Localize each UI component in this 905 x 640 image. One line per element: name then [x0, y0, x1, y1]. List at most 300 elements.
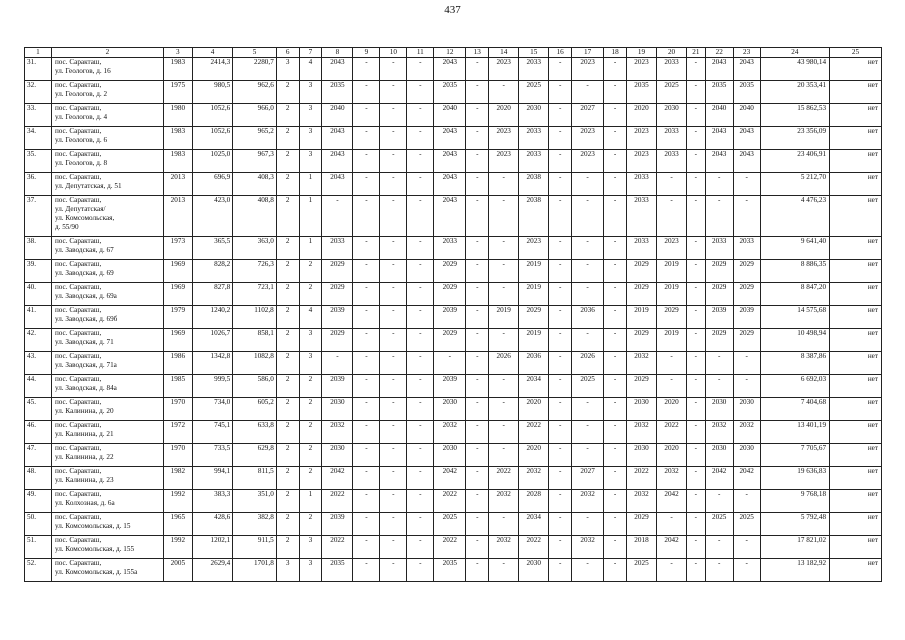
table-cell: 2029: [733, 283, 760, 306]
table-cell: 2023: [626, 58, 656, 81]
table-cell: 2018: [626, 536, 656, 559]
address-cell: пос. Саракташ, ул. Заводская, д. 67: [51, 237, 163, 260]
table-cell: 2043: [322, 127, 353, 150]
table-cell: 5 212,70: [760, 173, 829, 196]
table-cell: 2022: [519, 421, 549, 444]
table-cell: 2022: [434, 536, 466, 559]
table-cell: -: [466, 536, 489, 559]
table-cell: -: [353, 536, 380, 559]
table-cell: 2043: [733, 150, 760, 173]
table-cell: -: [657, 375, 687, 398]
table-cell: нет: [830, 513, 882, 536]
table-cell: 3: [299, 329, 322, 352]
table-cell: 2040: [705, 104, 733, 127]
table-cell: -: [687, 536, 706, 559]
table-row: [25, 150, 882, 173]
table-cell: 2033: [705, 237, 733, 260]
table-cell: 2039: [322, 306, 353, 329]
table-cell: 2033: [626, 196, 656, 237]
table-cell: 2: [276, 237, 299, 260]
table-cell: 2043: [434, 196, 466, 237]
table-cell: -: [407, 237, 434, 260]
table-cell: -: [604, 260, 627, 283]
table-cell: 1975: [163, 81, 192, 104]
address-cell: пос. Саракташ, ул. Колхозная, д. 6а: [51, 490, 163, 513]
table-cell: 2029: [705, 329, 733, 352]
table-cell: -: [353, 237, 380, 260]
table-cell: 2020: [519, 398, 549, 421]
table-cell: 2: [276, 283, 299, 306]
table-cell: -: [733, 536, 760, 559]
table-cell: -: [353, 513, 380, 536]
table-cell: -: [549, 444, 572, 467]
table-cell: -: [604, 467, 627, 490]
table-cell: 2025: [733, 513, 760, 536]
column-header-22: 22: [705, 48, 733, 58]
table-cell: 2: [276, 421, 299, 444]
table-cell: 967,3: [233, 150, 277, 173]
table-cell: -: [604, 375, 627, 398]
table-cell: 3: [299, 81, 322, 104]
table-cell: 2022: [657, 421, 687, 444]
column-header-2: 2: [51, 48, 163, 58]
table-cell: 827,8: [192, 283, 232, 306]
table-cell: 2023: [489, 58, 519, 81]
table-cell: -: [407, 490, 434, 513]
table-cell: -: [407, 444, 434, 467]
table-cell: 19 636,83: [760, 467, 829, 490]
table-row: [25, 375, 882, 398]
table-cell: -: [380, 173, 407, 196]
table-cell: нет: [830, 467, 882, 490]
table-cell: -: [489, 375, 519, 398]
table-cell: 428,6: [192, 513, 232, 536]
table-cell: 2023: [572, 150, 604, 173]
row-index-cell: 39.: [25, 260, 52, 283]
table-cell: 1992: [163, 536, 192, 559]
table-cell: 2025: [572, 375, 604, 398]
table-cell: 2043: [733, 58, 760, 81]
table-cell: нет: [830, 559, 882, 582]
table-cell: 2: [276, 536, 299, 559]
table-cell: 2033: [657, 58, 687, 81]
table-cell: 2020: [519, 444, 549, 467]
table-cell: 2029: [626, 260, 656, 283]
table-cell: -: [604, 490, 627, 513]
table-cell: 999,5: [192, 375, 232, 398]
address-cell: пос. Саракташ, ул. Заводская, д. 69б: [51, 306, 163, 329]
table-cell: 994,1: [192, 467, 232, 490]
table-cell: 2042: [434, 467, 466, 490]
table-cell: 2029: [626, 283, 656, 306]
table-cell: нет: [830, 421, 882, 444]
table-cell: -: [466, 237, 489, 260]
table-cell: -: [489, 513, 519, 536]
table-cell: -: [407, 329, 434, 352]
table-cell: 2: [276, 173, 299, 196]
table-cell: 2032: [626, 352, 656, 375]
table-row: [25, 467, 882, 490]
table-cell: -: [466, 150, 489, 173]
table-cell: 2027: [572, 104, 604, 127]
table-cell: 2023: [489, 150, 519, 173]
table-cell: 2: [276, 375, 299, 398]
table-cell: 2043: [434, 150, 466, 173]
table-cell: 3: [299, 127, 322, 150]
table-cell: 2: [299, 375, 322, 398]
table-cell: -: [380, 398, 407, 421]
table-cell: -: [466, 398, 489, 421]
table-cell: -: [407, 58, 434, 81]
table-cell: 2035: [626, 81, 656, 104]
table-cell: 2022: [519, 536, 549, 559]
table-cell: 723,1: [233, 283, 277, 306]
table-cell: -: [657, 513, 687, 536]
table-cell: -: [380, 81, 407, 104]
table-cell: -: [572, 329, 604, 352]
table-cell: -: [549, 196, 572, 237]
table-cell: 2028: [519, 490, 549, 513]
table-cell: -: [572, 559, 604, 582]
table-cell: 2025: [434, 513, 466, 536]
table-cell: 7 404,68: [760, 398, 829, 421]
table-cell: 382,8: [233, 513, 277, 536]
table-cell: -: [407, 283, 434, 306]
table-cell: 408,3: [233, 173, 277, 196]
table-cell: 8 847,20: [760, 283, 829, 306]
table-cell: -: [407, 421, 434, 444]
table-cell: -: [353, 306, 380, 329]
table-cell: -: [604, 127, 627, 150]
row-index-cell: 35.: [25, 150, 52, 173]
table-cell: -: [705, 536, 733, 559]
table-cell: 2033: [519, 127, 549, 150]
table-cell: 2032: [626, 490, 656, 513]
table-cell: -: [572, 260, 604, 283]
table-cell: -: [657, 559, 687, 582]
table-cell: -: [604, 81, 627, 104]
table-cell: 2: [276, 104, 299, 127]
table-cell: 2033: [322, 237, 353, 260]
table-cell: 2029: [733, 260, 760, 283]
table-cell: 2020: [657, 444, 687, 467]
table-cell: -: [407, 559, 434, 582]
column-header-3: 3: [163, 48, 192, 58]
table-cell: 23 356,09: [760, 127, 829, 150]
table-cell: -: [549, 536, 572, 559]
table-cell: -: [407, 306, 434, 329]
table-cell: -: [353, 283, 380, 306]
table-cell: -: [407, 127, 434, 150]
table-cell: нет: [830, 237, 882, 260]
table-cell: 2: [276, 467, 299, 490]
table-cell: -: [549, 173, 572, 196]
table-cell: -: [687, 398, 706, 421]
table-cell: -: [657, 352, 687, 375]
table-cell: 2: [299, 398, 322, 421]
table-cell: 911,5: [233, 536, 277, 559]
table-cell: 2043: [434, 127, 466, 150]
table-cell: 2013: [163, 196, 192, 237]
table-cell: 2032: [489, 536, 519, 559]
table-cell: нет: [830, 283, 882, 306]
table-cell: 2029: [434, 329, 466, 352]
table-cell: 2034: [519, 375, 549, 398]
table-cell: -: [687, 81, 706, 104]
column-header-13: 13: [466, 48, 489, 58]
table-cell: 2022: [489, 467, 519, 490]
table-cell: 2023: [519, 237, 549, 260]
table-cell: 2032: [572, 536, 604, 559]
table-cell: 2020: [489, 104, 519, 127]
table-row: [25, 490, 882, 513]
table-cell: 1: [299, 490, 322, 513]
table-cell: 2013: [163, 173, 192, 196]
row-index-cell: 47.: [25, 444, 52, 467]
address-cell: пос. Саракташ, ул. Комсомольская, д. 155а: [51, 559, 163, 582]
table-cell: -: [353, 58, 380, 81]
row-index-cell: 36.: [25, 173, 52, 196]
table-cell: 828,2: [192, 260, 232, 283]
table-cell: 1102,8: [233, 306, 277, 329]
table-cell: 17 821,02: [760, 536, 829, 559]
column-header-20: 20: [657, 48, 687, 58]
column-header-8: 8: [322, 48, 353, 58]
table-cell: -: [407, 513, 434, 536]
table-cell: -: [549, 421, 572, 444]
table-cell: нет: [830, 398, 882, 421]
table-cell: 2032: [489, 490, 519, 513]
table-cell: -: [657, 173, 687, 196]
table-cell: -: [407, 81, 434, 104]
table-cell: 1025,0: [192, 150, 232, 173]
table-row: [25, 352, 882, 375]
table-cell: 2: [299, 421, 322, 444]
table-cell: 2029: [434, 283, 466, 306]
table-cell: 2: [299, 444, 322, 467]
table-cell: нет: [830, 196, 882, 237]
table-cell: 2019: [489, 306, 519, 329]
table-cell: -: [687, 306, 706, 329]
table-cell: 2033: [657, 127, 687, 150]
table-cell: 2033: [626, 237, 656, 260]
table-cell: 2: [299, 283, 322, 306]
table-cell: 2033: [519, 58, 549, 81]
table-cell: -: [604, 173, 627, 196]
table-cell: 2035: [705, 81, 733, 104]
table-cell: 7 705,67: [760, 444, 829, 467]
column-header-18: 18: [604, 48, 627, 58]
table-cell: 629,8: [233, 444, 277, 467]
row-index-cell: 49.: [25, 490, 52, 513]
table-cell: -: [604, 58, 627, 81]
table-cell: 2: [276, 127, 299, 150]
table-cell: 2: [276, 444, 299, 467]
table-cell: 1202,1: [192, 536, 232, 559]
table-cell: -: [687, 173, 706, 196]
table-row: [25, 398, 882, 421]
table-cell: 2026: [572, 352, 604, 375]
table-cell: 365,5: [192, 237, 232, 260]
table-cell: -: [466, 127, 489, 150]
table-cell: 2032: [626, 421, 656, 444]
table-row: [25, 173, 882, 196]
table-cell: 696,9: [192, 173, 232, 196]
table-cell: 2032: [434, 421, 466, 444]
table-cell: -: [353, 375, 380, 398]
table-cell: -: [604, 352, 627, 375]
table-cell: 2019: [519, 283, 549, 306]
table-cell: -: [380, 329, 407, 352]
table-row: [25, 306, 882, 329]
table-cell: 2033: [434, 237, 466, 260]
table-cell: -: [604, 421, 627, 444]
table-cell: -: [572, 283, 604, 306]
table-row: [25, 196, 882, 237]
table-cell: -: [604, 306, 627, 329]
table-cell: 1983: [163, 127, 192, 150]
table-cell: 980,5: [192, 81, 232, 104]
table-cell: 2: [276, 352, 299, 375]
table-cell: -: [322, 196, 353, 237]
table-cell: 2029: [434, 260, 466, 283]
table-cell: 2035: [322, 81, 353, 104]
column-header-24: 24: [760, 48, 829, 58]
table-cell: 2032: [733, 421, 760, 444]
table-cell: -: [466, 352, 489, 375]
table-cell: -: [604, 513, 627, 536]
table-cell: -: [466, 329, 489, 352]
table-cell: -: [572, 81, 604, 104]
table-cell: 2023: [489, 127, 519, 150]
table-cell: 2038: [519, 196, 549, 237]
table-cell: -: [489, 398, 519, 421]
table-cell: 2: [276, 81, 299, 104]
table-cell: 2026: [489, 352, 519, 375]
table-cell: 2023: [626, 150, 656, 173]
row-index-cell: 31.: [25, 58, 52, 81]
table-cell: нет: [830, 58, 882, 81]
table-cell: нет: [830, 104, 882, 127]
table-cell: 2019: [519, 329, 549, 352]
table-cell: 2043: [705, 127, 733, 150]
table-cell: -: [705, 375, 733, 398]
table-cell: -: [687, 196, 706, 237]
table-cell: 2043: [434, 58, 466, 81]
table-cell: нет: [830, 81, 882, 104]
table-cell: 2022: [626, 467, 656, 490]
table-cell: -: [572, 513, 604, 536]
column-header-21: 21: [687, 48, 706, 58]
table-cell: -: [407, 173, 434, 196]
table-cell: 2: [276, 260, 299, 283]
table-cell: -: [572, 444, 604, 467]
table-cell: -: [380, 490, 407, 513]
table-cell: 9 641,40: [760, 237, 829, 260]
table-cell: 2040: [322, 104, 353, 127]
page-number: 437: [444, 4, 461, 16]
table-cell: -: [549, 58, 572, 81]
table-cell: -: [549, 81, 572, 104]
table-cell: -: [466, 306, 489, 329]
column-header-14: 14: [489, 48, 519, 58]
table-cell: 2022: [322, 536, 353, 559]
table-cell: 1: [299, 196, 322, 237]
table-cell: 383,3: [192, 490, 232, 513]
table-cell: 10 498,94: [760, 329, 829, 352]
table-cell: 2032: [322, 421, 353, 444]
table-cell: 966,0: [233, 104, 277, 127]
address-cell: пос. Саракташ, ул. Геологов, д. 2: [51, 81, 163, 104]
table-cell: -: [380, 375, 407, 398]
table-cell: -: [687, 513, 706, 536]
table-cell: -: [733, 375, 760, 398]
table-cell: -: [705, 173, 733, 196]
row-index-cell: 52.: [25, 559, 52, 582]
table-cell: 1: [299, 237, 322, 260]
column-header-23: 23: [733, 48, 760, 58]
table-cell: -: [687, 104, 706, 127]
table-cell: -: [604, 398, 627, 421]
table-cell: -: [733, 559, 760, 582]
table-cell: 2030: [434, 398, 466, 421]
table-cell: 2029: [322, 329, 353, 352]
table-cell: 2022: [322, 490, 353, 513]
table-cell: 2039: [322, 375, 353, 398]
table-row: [25, 58, 882, 81]
table-cell: 2043: [434, 173, 466, 196]
table-cell: -: [604, 329, 627, 352]
table-cell: 8 886,35: [760, 260, 829, 283]
table-cell: -: [604, 283, 627, 306]
address-cell: пос. Саракташ, ул. Комсомольская, д. 15: [51, 513, 163, 536]
table-row: [25, 127, 882, 150]
table-cell: -: [466, 81, 489, 104]
table-cell: 2030: [733, 444, 760, 467]
table-cell: 2039: [705, 306, 733, 329]
table-cell: 1986: [163, 352, 192, 375]
table-cell: нет: [830, 173, 882, 196]
column-header-25: 25: [830, 48, 882, 58]
table-cell: -: [549, 306, 572, 329]
table-body: [25, 58, 882, 582]
table-cell: -: [434, 352, 466, 375]
table-cell: -: [353, 398, 380, 421]
table-cell: -: [705, 352, 733, 375]
column-header-6: 6: [276, 48, 299, 58]
table-cell: 2033: [519, 150, 549, 173]
table-cell: 965,2: [233, 127, 277, 150]
table-row: [25, 81, 882, 104]
table-cell: нет: [830, 306, 882, 329]
row-index-cell: 45.: [25, 398, 52, 421]
table-cell: 1082,8: [233, 352, 277, 375]
table-cell: 43 980,14: [760, 58, 829, 81]
table-cell: -: [549, 127, 572, 150]
table-cell: 2029: [657, 306, 687, 329]
table-cell: 811,5: [233, 467, 277, 490]
table-cell: 2025: [705, 513, 733, 536]
table-cell: 733,5: [192, 444, 232, 467]
table-cell: -: [687, 260, 706, 283]
table-cell: -: [733, 490, 760, 513]
table-cell: 2043: [322, 58, 353, 81]
address-cell: пос. Саракташ, ул. Калинина, д. 21: [51, 421, 163, 444]
table-cell: 1701,8: [233, 559, 277, 582]
table-cell: 2025: [657, 81, 687, 104]
table-cell: 2043: [322, 150, 353, 173]
row-index-cell: 32.: [25, 81, 52, 104]
